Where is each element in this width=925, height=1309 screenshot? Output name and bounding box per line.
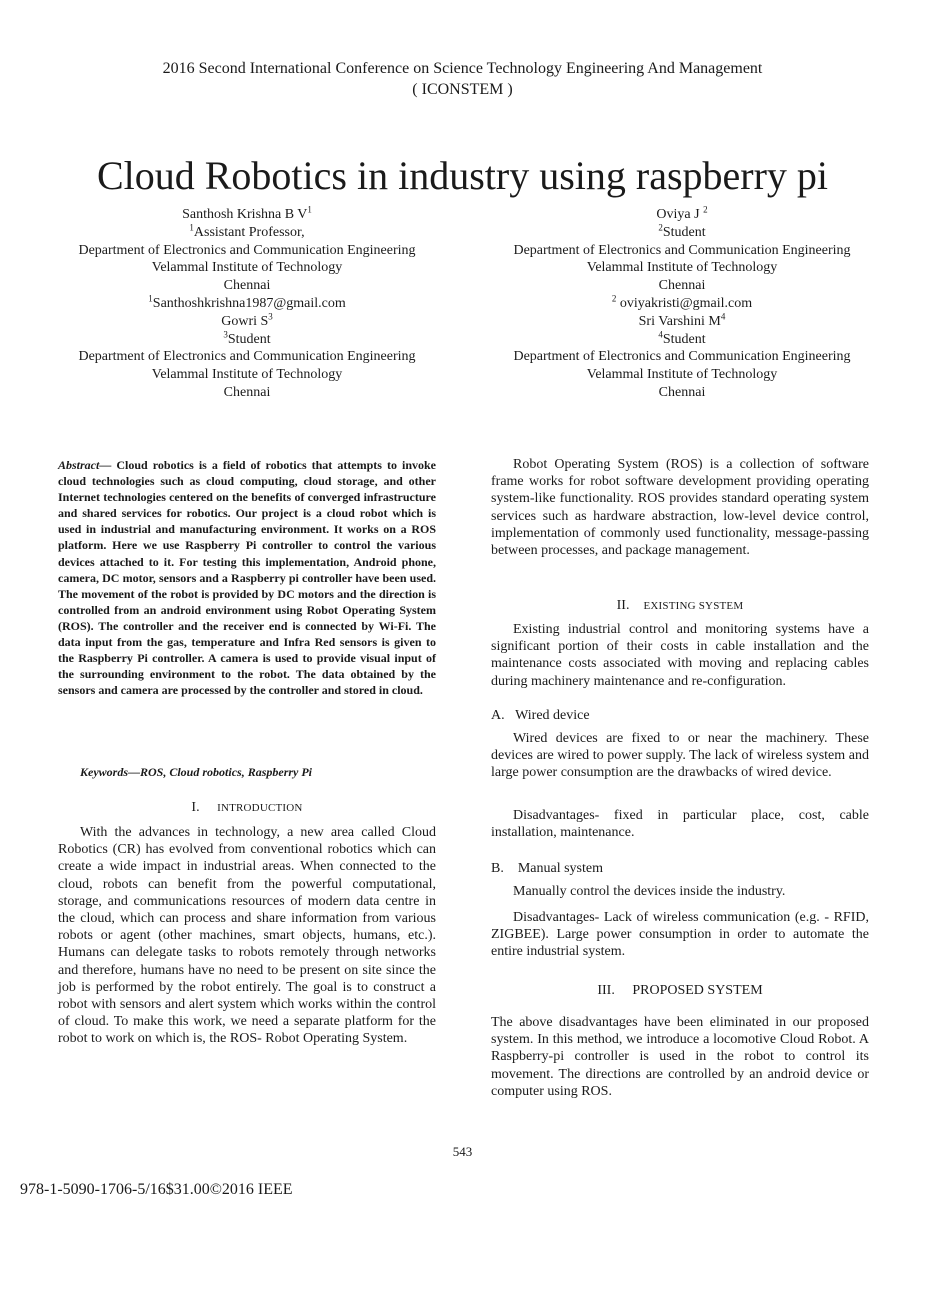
author-institute: Velammal Institute of Technology bbox=[586, 260, 778, 276]
author-city: Chennai bbox=[223, 384, 271, 400]
author-block-left bbox=[52, 206, 442, 402]
wired-disadvantages: Disadvantages- fixed in particular place, cost, cable installation, maintenance. bbox=[491, 808, 869, 841]
copyright-footer: 978-1-5090-1706-5/16$31.00©2016 IEEE bbox=[20, 1181, 293, 1198]
author-name: Santhosh Krishna B $V^1$ bbox=[182, 204, 312, 222]
subsection-heading-wired bbox=[491, 708, 590, 724]
author-email: $^1$Santhoshkrishna1987@gmail.com bbox=[148, 293, 346, 311]
author-department: Department of Electronics and Communication Engineering bbox=[78, 242, 416, 258]
section-number: II. bbox=[616, 598, 630, 613]
author-block-right bbox=[487, 206, 877, 402]
introduction-paragraph: With the advances in technology, a new area called Cloud Robotics (CR) has evolved from conventional robotics which can create a wide impact in industrial areas. When connected to the cloud, robots can benefit from the powerful computational, storage, and communications resources of modern data centre in the cloud, which can process and share information from various robots or agent (other machines, smart objects, humans, etc.). Humans can delegate tasks to robots remotely through networks and therefore, humans have no need to be present on site since the job is performed by the robot entirely. The goal is to construct a robot with sensors and alert system which works within the control of cloud. To make this work, we need a separate platform for the robot to work on which is, the ROS- Robot Operating System. bbox=[58, 825, 436, 1047]
author-department: Department of Electronics and Communication Engineering bbox=[78, 349, 416, 365]
conference-header bbox=[40, 58, 885, 100]
subsection-label: B. bbox=[491, 861, 504, 876]
author-role: $^4$Student bbox=[658, 328, 706, 347]
ros-paragraph: Robot Operating System (ROS) is a collection of software frame works for robot software development providing operating system-like functionality. ROS provides standard operating system services such as hardware abstraction, low-level device control, implementation of commonly used functionality, message-passing between processes, and package management. bbox=[491, 457, 869, 559]
abstract bbox=[58, 457, 436, 698]
author-city: Chennai bbox=[658, 278, 706, 294]
abstract-dash: — bbox=[99, 458, 112, 472]
subsection-label: A. bbox=[491, 708, 505, 723]
manual-disadvantages: Disadvantages- Lack of wireless communication (e.g. - RFID, ZIGBEE). Large power consumption in order to automate the entire industrial system. bbox=[491, 910, 869, 960]
conference-acronym: ( ICONSTEM ) bbox=[412, 81, 513, 98]
page-number: 543 bbox=[452, 1144, 473, 1159]
keywords: Keywords—ROS, Cloud robotics, Raspberry Pi bbox=[80, 765, 313, 779]
abstract-label: Abstract bbox=[58, 458, 100, 472]
author-institute: Velammal Institute of Technology bbox=[151, 367, 343, 383]
section-heading-introduction bbox=[58, 800, 436, 816]
subsection-heading-manual bbox=[491, 861, 603, 877]
subsection-title: Wired device bbox=[515, 708, 590, 723]
author-name: Oviya J $^2$ bbox=[656, 204, 708, 222]
section-title: INTRODUCTION bbox=[217, 802, 303, 814]
section-heading-proposed bbox=[491, 983, 869, 999]
author-role: $^3$Student bbox=[223, 328, 271, 347]
section-title: PROPOSED SYSTEM bbox=[632, 983, 763, 998]
existing-paragraph: Existing industrial control and monitoring systems have a significant portion of their costs in cable installation and the maintenance costs associated with moving and replacing cables during machinery maintenance and re-configuration. bbox=[491, 622, 869, 689]
author-institute: Velammal Institute of Technology bbox=[586, 367, 778, 383]
author-department: Department of Electronics and Communication Engineering bbox=[513, 349, 851, 365]
author-name: Sri Varshini $M^4$ bbox=[638, 311, 726, 329]
author-institute: Velammal Institute of Technology bbox=[151, 260, 343, 276]
author-department: Department of Electronics and Communication Engineering bbox=[513, 242, 851, 258]
section-number: III. bbox=[597, 983, 615, 998]
section-number: I. bbox=[191, 800, 200, 815]
proposed-paragraph: The above disadvantages have been eliminated in our proposed system. In this method, we introduce a locomotive Cloud Robot. A Raspberry-pi controller is used in the robot to control its movement. The directions are controlled by an android device or computer using ROS. bbox=[491, 1015, 869, 1099]
paper-title: Cloud Robotics in industry using raspberry pi bbox=[96, 153, 829, 198]
manual-paragraph: Manually control the devices inside the industry. bbox=[513, 884, 786, 899]
section-title: EXISTING SYSTEM bbox=[643, 600, 744, 612]
wired-paragraph: Wired devices are fixed to or near the machinery. These devices are wired to power supply. The lack of wireless system and large power consumption are the drawbacks of wired device. bbox=[491, 731, 869, 781]
author-city: Chennai bbox=[223, 278, 271, 294]
author-city: Chennai bbox=[658, 384, 706, 400]
author-role: $^2$Student bbox=[658, 222, 706, 240]
conference-name: 2016 Second International Conference on Science Technology Engineering And Management bbox=[162, 60, 763, 77]
subsection-title: Manual system bbox=[517, 861, 603, 876]
author-email: $^2$ oviyakristi@gmail.com bbox=[611, 293, 753, 311]
abstract-text: Cloud robotics is a field of robotics that attempts to invoke cloud technologies such as cloud computing, cloud storage, and other Internet technologies centered on the benefits of converged infrastructure and shared services for robotics. Our project is a cloud robot which is used in industrial and manufacturing environment. It works on a ROS platform. Here we use Raspberry Pi controller to control the various devices attached to it. For testing this implementation, Android phone, camera, DC motor, sensors and a Raspberry pi controller have been used. The movement of the robot is provided by DC motors and the direction is controlled from an android environment using Robot Operating System (ROS). The controller and the receiver end is connected by Wi-Fi. The data input from the gas, temperature and Infra Red sensors is given to the Raspberry Pi controller. A camera is used to provide visual input of the surrounding environment to the robot. The data obtained by the sensors and camera are processed by the controller and stored in cloud. bbox=[58, 458, 436, 698]
author-name: Gowri $S^3$ bbox=[221, 311, 273, 329]
section-heading-existing bbox=[491, 598, 869, 614]
author-role: $^1$Assistant Professor, bbox=[189, 222, 305, 240]
